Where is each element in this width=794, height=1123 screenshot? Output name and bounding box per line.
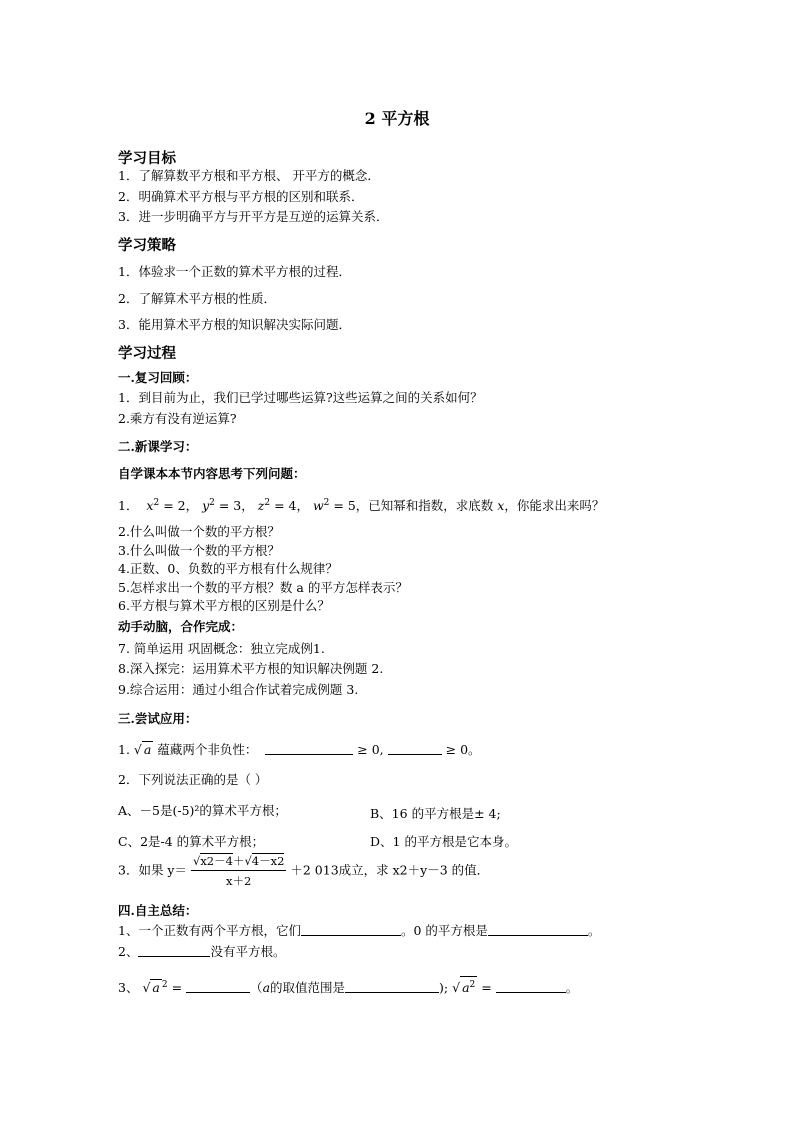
question: 6.平方根与算术平方根的区别是什么？: [118, 598, 330, 613]
p1-var: a: [143, 742, 152, 757]
apply-problem-3: [118, 852, 489, 890]
p3-text: ＋2 013成立，求 x2＋y－3 的值．: [290, 862, 490, 878]
objective-item: 1．了解算数平方根和平方根、 开平方的概念．: [118, 168, 380, 183]
summary-text: 。0 的平方根是: [400, 923, 488, 938]
option-c: C、2是-4 的算术平方根；: [118, 834, 265, 849]
option-b: [370, 806, 501, 822]
summary-item-2: [118, 944, 285, 960]
answer-blank[interactable]: [138, 944, 210, 957]
strategy-item: 1．体验求一个正数的算术平方根的过程．: [118, 264, 351, 279]
p1-text: 蕴藏两个非负性：: [157, 742, 258, 757]
q1-eq: = 3，: [218, 498, 254, 514]
process-heading: 学习过程: [118, 345, 176, 362]
q1-var: y: [202, 498, 210, 514]
practice-item: 9.综合运用：通过小组合作试着完成例题 3.: [118, 682, 359, 697]
question: 5.怎样求出一个数的平方根？数 a 的平方怎样表示？: [118, 580, 408, 595]
p1-ineq: ≥ 0。: [445, 742, 481, 757]
hands-on-title: 动手动脑，合作完成：: [118, 619, 244, 634]
option-label: A、: [118, 803, 140, 818]
review-item: 2.乘方有没有逆运算?: [118, 411, 237, 426]
summary-text: 2、: [118, 944, 139, 959]
summary-text: 3、: [118, 980, 139, 996]
p1-number: 1.: [118, 742, 130, 757]
summary-item-3: 3、 √ a $^2$ = （a的取值范围是 ); √ $a^2$ = 。: [118, 976, 578, 996]
answer-blank[interactable]: [388, 742, 442, 755]
s3-var: a: [152, 980, 160, 996]
practice-item: 7. 简单运用 巩固概念：独立完成例1.: [118, 641, 325, 656]
equals-sign: =: [481, 980, 492, 996]
question: 4.正数、0、负数的平方根有什么规律？: [118, 561, 338, 576]
strategy-item: 2．了解算术平方根的性质．: [118, 291, 276, 306]
equals-sign: =: [171, 980, 183, 996]
radicand: 4－x2: [251, 854, 285, 868]
q1-var: w: [312, 498, 324, 514]
option-a: [118, 803, 287, 819]
fraction-numerator: √x2－4＋√4－x2: [191, 852, 286, 871]
summary-text: );: [439, 980, 449, 996]
apply-problem-1: [118, 741, 481, 758]
summary-item-1: [118, 923, 600, 939]
objective-item: 3．进一步明确平方与开平方是互逆的运算关系．: [118, 209, 389, 224]
q1-text: 已知幂和指数，求底数: [368, 498, 494, 514]
summary-text: （: [250, 980, 263, 996]
summary-text: 的取值范围是: [270, 980, 346, 996]
q1-eq: = 4，: [274, 498, 309, 514]
summary-title: 四.自主总结：: [118, 903, 198, 918]
objective-item: 2．明确算术平方根与平方根的区别和联系．: [118, 189, 364, 204]
q1-var: x: [497, 498, 505, 514]
answer-blank[interactable]: [345, 980, 439, 993]
option-d: D、1 的平方根是它本身。: [370, 834, 517, 849]
summary-text: 。: [565, 980, 579, 996]
sqrt-symbol: √ a: [142, 980, 160, 996]
fraction-denominator: x＋2: [226, 874, 252, 888]
q1-eq: = 2，: [163, 498, 199, 514]
apply-problem-2: 2．下列说法正确的是（ ）: [118, 772, 268, 787]
summary-text: 。: [587, 923, 601, 938]
strategy-item: 3．能用算术平方根的知识解决实际问题．: [118, 317, 351, 332]
answer-blank[interactable]: [265, 742, 353, 755]
sqrt-symbol: √ a: [133, 742, 152, 757]
s3-var: a: [262, 980, 271, 996]
q1-number: 1．: [118, 498, 139, 514]
summary-text: 没有平方根。: [210, 944, 286, 959]
page-title: 2 平方根: [364, 109, 430, 128]
review-title: 一.复习回顾：: [118, 370, 198, 385]
question: 3.什么叫做一个数的平方根？: [118, 543, 280, 558]
p1-ineq: ≥ 0,: [357, 742, 384, 757]
review-item: 1．到目前为止，我们已学过哪些运算?这些运算之间的关系如何？: [118, 390, 483, 405]
practice-item: 8.深入探完：运用算术平方根的知识解决例题 2.: [118, 661, 384, 676]
radicand: x2－4: [200, 854, 233, 868]
answer-blank[interactable]: [496, 980, 566, 993]
answer-blank[interactable]: [186, 980, 250, 993]
q1-eq: = 5，: [333, 498, 369, 514]
answer-blank[interactable]: [301, 923, 401, 936]
answer-blank[interactable]: [488, 923, 588, 936]
question-1: 1． $x^2 = 2$， $y^2 = 3$， $z^2 = 4$， $w^2 = 5$，已知幂和指数，求底数 x，你能求出来吗？: [118, 498, 605, 514]
summary-text: 1、一个正数有两个平方根，它们: [118, 923, 301, 938]
q1-var: z: [257, 498, 265, 514]
s3-var: a: [462, 980, 470, 996]
apply-title: 三.尝试应用：: [118, 711, 198, 726]
objectives-heading: 学习目标: [118, 150, 176, 167]
p3-text: 3．如果 y＝: [118, 862, 187, 878]
q1-text: ，你能求出来吗？: [504, 498, 605, 514]
new-lesson-title: 二.新课学习：: [118, 439, 198, 454]
self-study-prompt: 自学课本本节内容思考下列问题：: [118, 466, 306, 481]
strategy-heading: 学习策略: [118, 237, 176, 254]
plus-sign: ＋: [232, 854, 245, 868]
option-text: B、16 的平方根是: [370, 806, 475, 821]
fraction: [191, 852, 286, 890]
option-value: ± 4;: [474, 806, 501, 821]
sqrt-symbol: √ $a^2$: [452, 976, 477, 996]
option-text: －5是(-5)²的算术平方根；: [139, 803, 287, 818]
q1-var: x: [146, 498, 154, 514]
question: 2.什么叫做一个数的平方根？: [118, 524, 280, 539]
